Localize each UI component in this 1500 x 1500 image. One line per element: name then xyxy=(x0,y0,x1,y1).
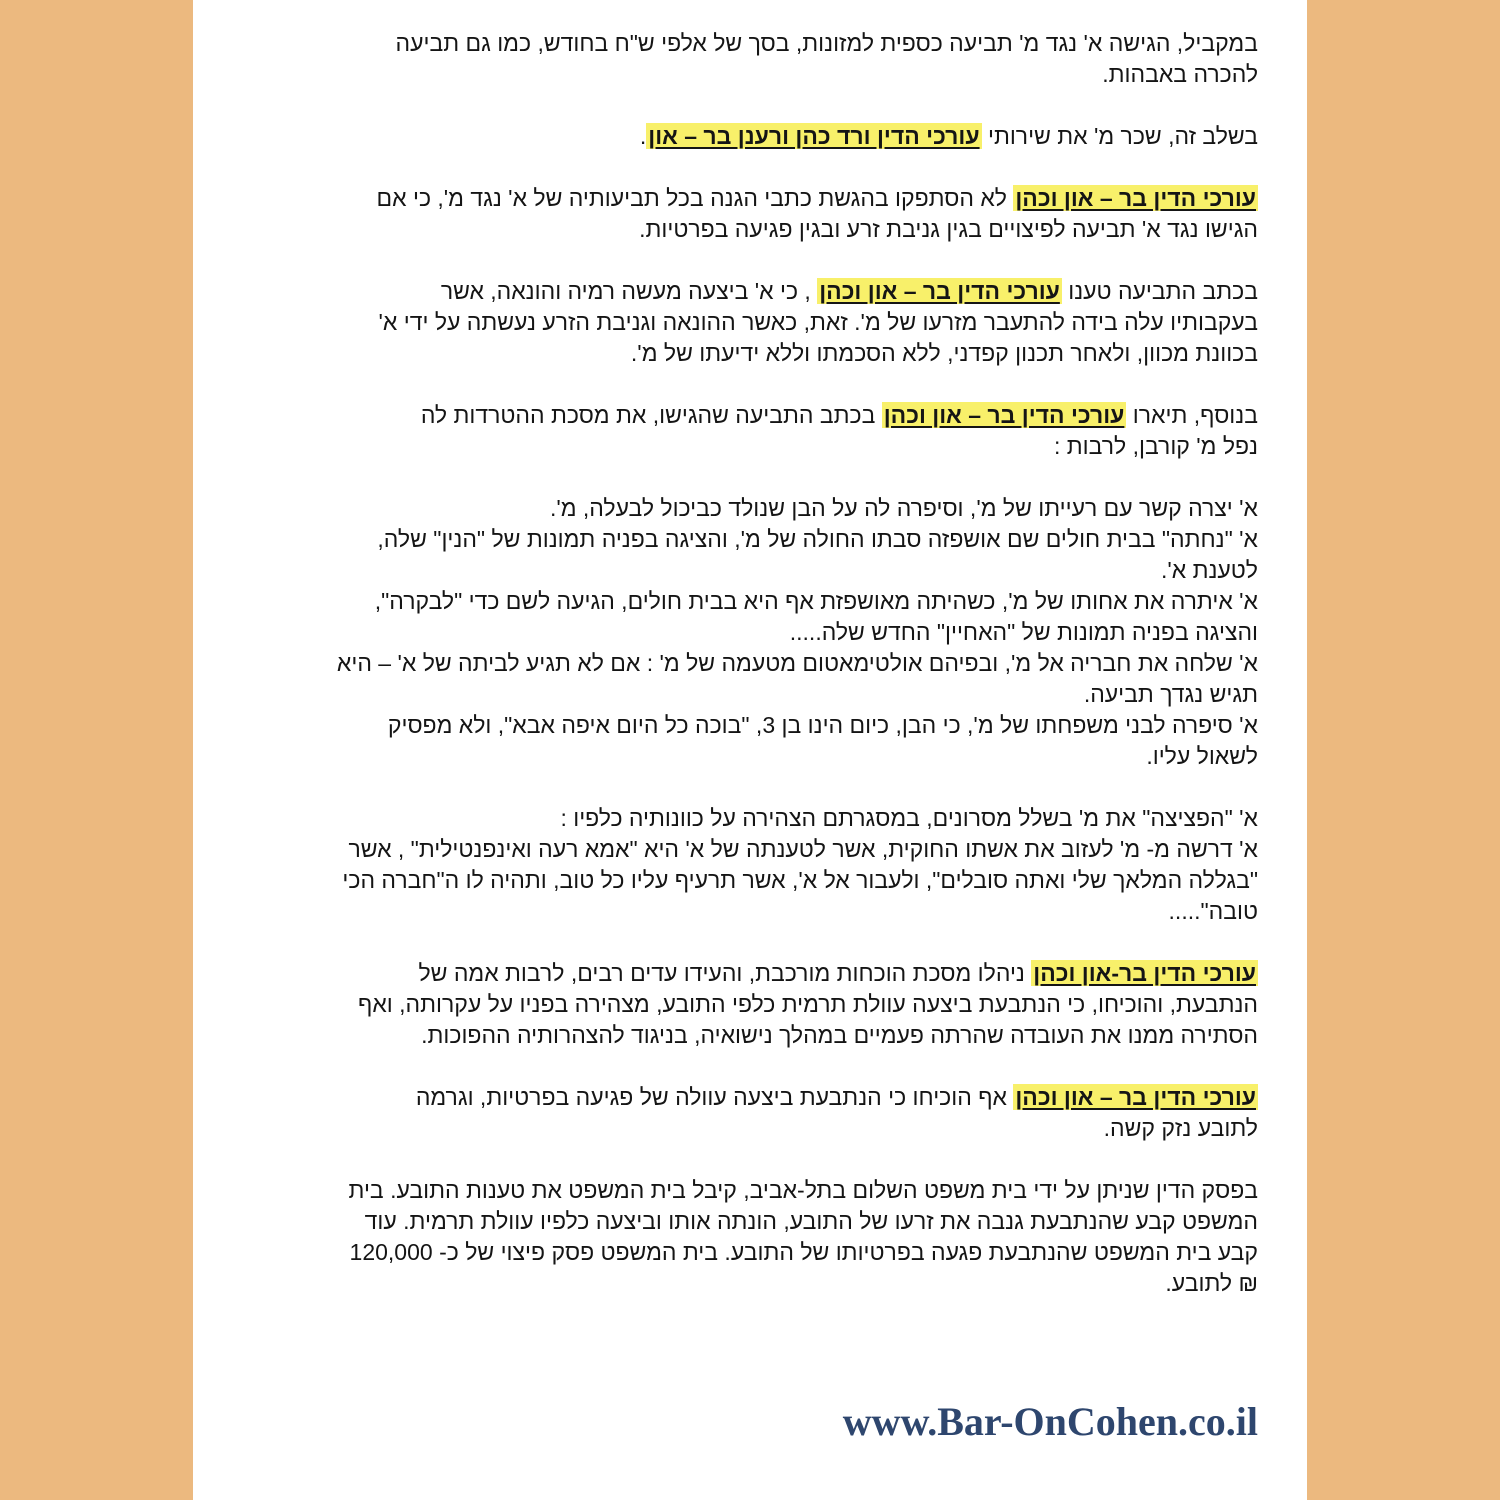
paragraph-harassment-intro xyxy=(248,400,1258,462)
text-segment: בכתב התביעה טענו xyxy=(1068,278,1258,304)
text-line: א' סיפרה לבני משפחתו של מ', כי הבן, כיום הינו בן 3, "בוכה כל היום איפה אבא", ולא מפסיק xyxy=(387,712,1258,738)
text-line: להכרה באבהות. xyxy=(1102,61,1258,87)
text-line xyxy=(248,276,1258,307)
text-line: לתובע נזק קשה. xyxy=(1103,1115,1258,1141)
text-line: ₪ לתובע. xyxy=(1165,1270,1258,1296)
text-line: בכוונת מכוון, ולאחר תכנון קפדני, ללא הסכמתו וללא ידיעתו של מ'. xyxy=(630,340,1258,366)
text-segment: ניהלו מסכת הוכחות מורכבת, והעידו עדים רבים, לרבות אמה של xyxy=(418,960,1025,986)
paragraph-evidence xyxy=(248,958,1258,1051)
paragraph-fraud-claim xyxy=(248,276,1258,369)
text-line: "בגללה המלאך שלי ואתה סובלים", ולעבור אל א', אשר תרעיף עליו כל טוב, ותהיה לו ה"חברה הכי xyxy=(342,867,1258,893)
text-line: א' איתרה את אחותו של מ', כשהיתה מאושפזת אף היא בבית חולים, הגיעה לשם כדי "לבקרה", xyxy=(374,588,1258,614)
text-line: קבע בית המשפט שהנתבעת פגעה בפרטיותו של התובע. בית המשפט פסק פיצוי של כ- 120,000 xyxy=(349,1239,1258,1265)
text-line xyxy=(248,183,1258,214)
paragraph-verdict xyxy=(248,1175,1258,1299)
text-line: הגישו נגד א' תביעה לפיצויים בגין גניבת זרע ובגין פגיעה בפרטיות. xyxy=(639,216,1258,242)
paragraph-harassment-list xyxy=(248,493,1258,772)
text-segment: , כי א' ביצעה מעשה רמיה והונאה, אשר xyxy=(440,278,811,304)
text-line: במקביל, הגישה א' נגד מ' תביעה כספית למזונות, בסך של אלפי ש"ח בחודש, כמו גם תביעה xyxy=(395,30,1258,56)
paragraph-privacy xyxy=(248,1082,1258,1144)
text-line: המשפט קבע שהנתבעת גנבה את זרעו של התובע, הונתה אותו וביצעה כלפיו עוולת תרמית. עוד xyxy=(364,1208,1258,1234)
text-segment: לא הסתפקו בהגשת כתבי הגנה בכל תביעותיה של א' נגד מ', כי אם xyxy=(376,185,1007,211)
text-line: בעקבותיו עלה בידה להתעבר מזרעו של מ'. זאת, כאשר ההונאה וגניבת הזרע נעשתה על ידי א' xyxy=(378,309,1258,335)
text-line: א' דרשה מ- מ' לעזוב את אשתו החוקית, אשר לטענתה של א' היא "אמא רעה ואינפנטילית" , אשר xyxy=(348,836,1258,862)
text-line: בפסק הדין שניתן על ידי בית משפט השלום בתל-אביב, קיבל בית המשפט את טענות התובע. בית xyxy=(348,1177,1258,1203)
text-line: א' "הפציצה" את מ' בשלל מסרונים, במסגרתם הצהירה על כוונותיה כלפיו : xyxy=(560,805,1258,831)
text-line xyxy=(248,958,1258,989)
text-line: לטענת א'. xyxy=(1160,557,1258,583)
text-line: הנתבעת, והוכיחו, כי הנתבעת ביצעה עוולת תרמית כלפי התובע, מצהירה בפניו על עקרותה, ואף xyxy=(358,991,1258,1017)
text-line: הסתירה ממנו את העובדה שהרתה פעמיים במהלך נישואיה, בניגוד להצהרותיה ההפוכות. xyxy=(421,1022,1258,1048)
text-segment: בנוסף, תיארו xyxy=(1132,402,1258,428)
highlighted-firm-name: עורכי הדין בר – און וכהן xyxy=(819,278,1060,304)
highlighted-firm-name: עורכי הדין בר – און וכהן xyxy=(1015,1084,1256,1110)
text-line: א' יצרה קשר עם רעייתו של מ', וסיפרה לה על הבן שנולד כביכול לבעלה, מ'. xyxy=(549,495,1258,521)
text-segment: בשלב זה, שכר מ' את שירותי xyxy=(987,123,1258,149)
text-line xyxy=(248,400,1258,431)
paragraph-messages xyxy=(248,803,1258,927)
text-line xyxy=(248,1082,1258,1113)
paragraph-counter-claim xyxy=(248,183,1258,245)
text-segment: . xyxy=(639,123,647,149)
footer-website-link[interactable]: www.Bar-OnCohen.co.il xyxy=(842,1399,1258,1444)
paragraph-hired-lawyers xyxy=(248,121,1258,152)
text-segment: אף הוכיחו כי הנתבעת ביצעה עוולה של פגיעה בפרטיות, וגרמה xyxy=(415,1084,1007,1110)
text-line: לשאול עליו. xyxy=(1146,743,1258,769)
highlighted-firm-name: עורכי הדין ורד כהן ורענן בר – און xyxy=(648,123,980,149)
highlighted-firm-name: עורכי הדין בר – און וכהן xyxy=(1015,185,1256,211)
text-line: תגיש נגדך תביעה. xyxy=(1083,681,1258,707)
document-page xyxy=(193,0,1307,1500)
paragraph-alimony-claim xyxy=(248,28,1258,90)
text-segment: בכתב התביעה שהגישו, את מסכת ההטרדות לה xyxy=(420,402,876,428)
highlighted-firm-name: עורכי הדין בר – און וכהן xyxy=(883,402,1125,428)
text-line: טובה"..... xyxy=(1168,898,1258,924)
text-line: והציגה בפניה תמונות של "האחיין" החדש שלה..... xyxy=(789,619,1258,645)
text-line: א' "נחתה" בבית חולים שם אושפזה סבתו החולה של מ', והציגה בפניה תמונות של "הנין" שלה, xyxy=(377,526,1258,552)
document-body xyxy=(248,28,1258,1330)
highlighted-firm-name: עורכי הדין בר-און וכהן xyxy=(1033,960,1256,986)
text-line: א' שלחה את חבריה אל מ', ובפיהם אולטימאטום מטעמה של מ' : אם לא תגיע לביתה של א' – היא xyxy=(336,650,1258,676)
text-line xyxy=(248,121,1258,152)
text-line: נפל מ' קורבן, לרבות : xyxy=(1054,433,1258,459)
